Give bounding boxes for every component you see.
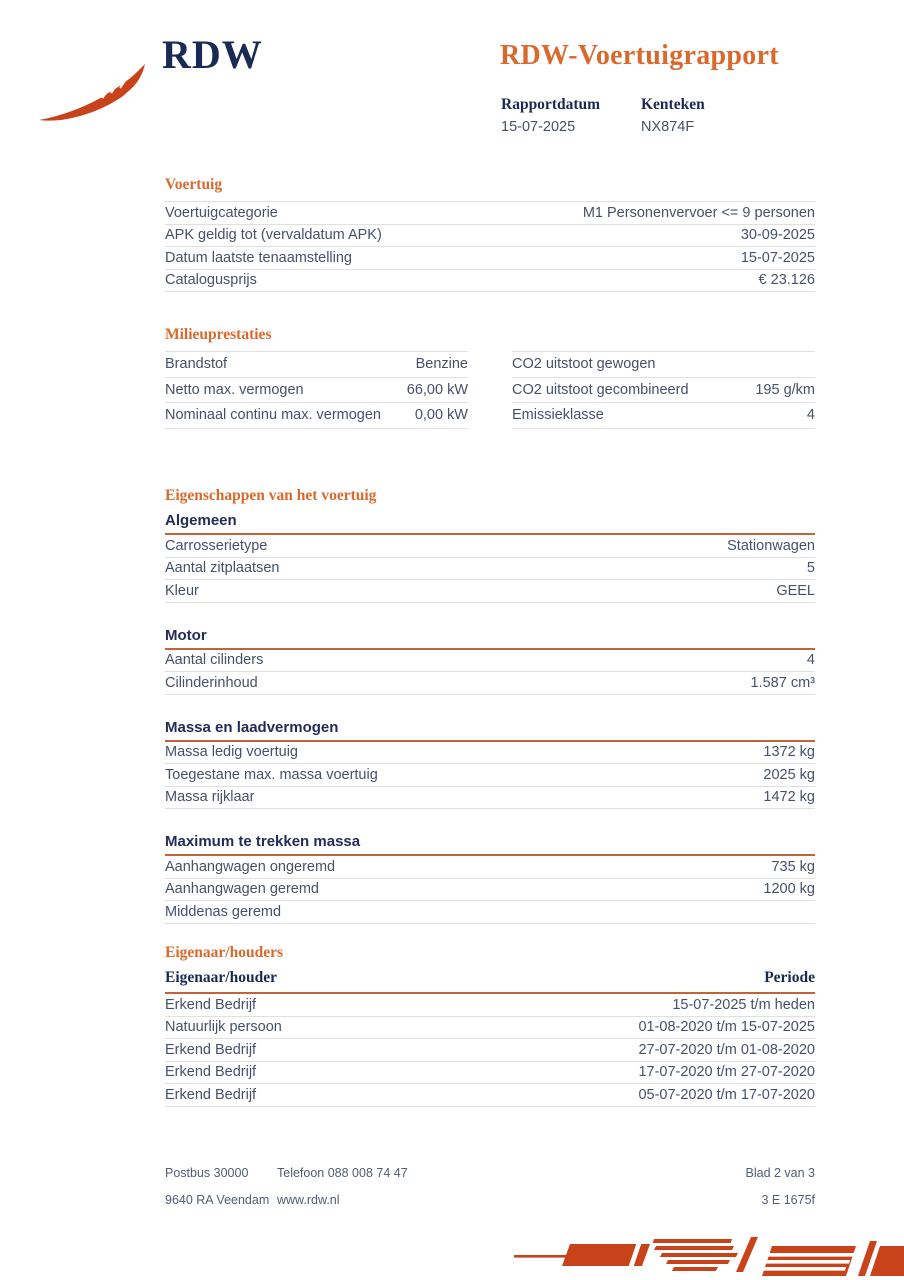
rapportdatum-value: 15-07-2025	[501, 119, 576, 135]
table-row	[165, 1062, 815, 1085]
row-label: Brandstof	[165, 356, 228, 372]
row-label: Aantal cilinders	[165, 652, 264, 668]
row-label: Middenas geremd	[165, 903, 282, 920]
kenteken-label: Kenteken	[641, 96, 705, 113]
owner-period: 27-07-2020 t/m 01-08-2020	[638, 1041, 815, 1058]
row-value: 15-07-2025	[740, 249, 815, 266]
rapportdatum-block	[501, 96, 641, 135]
row-label: Aanhangwagen geremd	[165, 881, 319, 897]
subsection-title: Algemeen	[165, 512, 815, 535]
massa-table	[165, 742, 815, 810]
subsection-maximum-trekken	[165, 833, 815, 924]
subsection-massa	[165, 719, 815, 810]
owner-column-header: Eigenaar/houder	[165, 969, 277, 986]
row-label: Nominaal continu max. vermogen	[165, 407, 381, 423]
section-title: Eigenschappen van het voertuig	[165, 487, 377, 504]
subsection-title: Massa en laadvermogen	[165, 719, 815, 742]
row-label: Catalogusprijs	[165, 272, 257, 288]
table-row	[165, 1084, 815, 1107]
table-row	[512, 403, 815, 429]
section-title: Voertuig	[165, 176, 223, 193]
row-label: Netto max. vermogen	[165, 381, 304, 398]
page-footer	[165, 1166, 815, 1220]
subsection-motor	[165, 627, 815, 695]
row-value: 1200 kg	[763, 881, 815, 897]
rdw-logo-text: RDW	[162, 32, 263, 77]
row-label: Carrosserietype	[165, 537, 268, 554]
row-label: CO2 uitstoot gecombineerd	[512, 381, 689, 398]
milieu-right-column	[512, 351, 815, 429]
motor-table	[165, 650, 815, 695]
owner-period: 15-07-2025 t/m heden	[672, 996, 815, 1013]
row-label: Toegestane max. massa voertuig	[165, 766, 378, 783]
kenteken-block	[641, 96, 781, 135]
report-meta	[501, 96, 781, 135]
table-row	[165, 994, 815, 1017]
row-value: € 23.126	[758, 272, 815, 288]
rapportdatum-label: Rapportdatum	[501, 96, 601, 113]
milieu-left-column	[165, 351, 468, 429]
footer-address-line1: Postbus 30000	[165, 1166, 249, 1180]
owner-name: Natuurlijk persoon	[165, 1019, 282, 1035]
row-label: Cilinderinhoud	[165, 674, 258, 691]
milieu-table	[165, 351, 815, 429]
table-row	[165, 1039, 815, 1062]
voertuig-table	[165, 201, 815, 292]
row-label: Massa ledig voertuig	[165, 744, 298, 760]
table-row	[165, 247, 815, 270]
row-value: 1472 kg	[763, 789, 815, 805]
footer-page-indicator: Blad 2 van 3	[745, 1166, 815, 1180]
row-value: 1372 kg	[763, 744, 815, 760]
row-value: Stationwagen	[727, 537, 815, 554]
row-label: Datum laatste tenaamstelling	[165, 249, 352, 266]
row-label: Massa rijklaar	[165, 789, 255, 805]
subsection-title: Maximum te trekken massa	[165, 833, 815, 856]
section-eigenschappen	[165, 487, 815, 924]
table-row	[165, 403, 468, 429]
table-row	[165, 650, 815, 673]
row-value: 735 kg	[771, 858, 815, 875]
row-value: 4	[806, 407, 815, 423]
trekken-table	[165, 856, 815, 924]
table-row	[165, 879, 815, 902]
table-row	[165, 535, 815, 558]
row-value: 4	[806, 652, 815, 668]
owner-table	[165, 994, 815, 1107]
table-row	[165, 202, 815, 225]
row-value: GEEL	[776, 582, 815, 599]
row-value: 5	[806, 560, 815, 576]
section-title: Eigenaar/houders	[165, 944, 283, 961]
row-value: 66,00 kW	[406, 381, 468, 398]
footer-row	[165, 1193, 815, 1207]
row-label: CO2 uitstoot gewogen	[512, 356, 656, 372]
table-row	[165, 742, 815, 765]
row-label: Aantal zitplaatsen	[165, 560, 280, 576]
table-row	[512, 352, 815, 378]
table-row	[165, 378, 468, 404]
algemeen-table	[165, 535, 815, 603]
speed-stripes-graphic	[504, 1232, 904, 1280]
row-label: Voertuigcategorie	[165, 204, 278, 221]
footer-address-line2: 9640 RA Veendam	[165, 1193, 270, 1207]
table-row	[165, 580, 815, 603]
table-row	[165, 558, 815, 581]
owner-name: Erkend Bedrijf	[165, 996, 257, 1013]
row-label: APK geldig tot (vervaldatum APK)	[165, 227, 382, 243]
row-value: Benzine	[415, 356, 468, 372]
kenteken-value: NX874F	[641, 119, 695, 135]
footer-phone: Telefoon 088 008 74 47	[277, 1166, 408, 1180]
owner-name: Erkend Bedrijf	[165, 1086, 257, 1103]
table-row	[165, 270, 815, 293]
footer-row	[165, 1166, 815, 1180]
subsection-algemeen	[165, 512, 815, 603]
table-row	[165, 352, 468, 378]
table-row	[165, 787, 815, 810]
row-value: 195 g/km	[755, 381, 815, 398]
periode-column-header: Periode	[764, 969, 815, 986]
table-row	[165, 764, 815, 787]
rdw-logo-swoosh-icon	[36, 58, 148, 128]
row-value: 2025 kg	[763, 766, 815, 783]
row-label: Aanhangwagen ongeremd	[165, 858, 336, 875]
section-milieuprestaties	[165, 326, 815, 429]
row-label: Emissieklasse	[512, 407, 604, 423]
owner-table-header	[165, 969, 815, 994]
footer-website-link[interactable]: www.rdw.nl	[277, 1193, 340, 1207]
row-label: Kleur	[165, 582, 199, 599]
document-title: RDW-Voertuigrapport	[500, 40, 779, 71]
table-row	[512, 378, 815, 404]
owner-name: Erkend Bedrijf	[165, 1064, 257, 1080]
section-title: Milieuprestaties	[165, 326, 272, 343]
owner-period: 17-07-2020 t/m 27-07-2020	[638, 1064, 815, 1080]
footer-document-code: 3 E 1675f	[761, 1193, 815, 1207]
subsection-title: Motor	[165, 627, 815, 650]
row-value: 0,00 kW	[414, 407, 468, 423]
table-row	[165, 672, 815, 695]
owner-name: Erkend Bedrijf	[165, 1041, 257, 1058]
owner-period: 01-08-2020 t/m 15-07-2025	[638, 1019, 815, 1035]
table-row	[165, 856, 815, 879]
section-voertuig	[165, 176, 815, 292]
owner-period: 05-07-2020 t/m 17-07-2020	[638, 1086, 815, 1103]
row-value: 1.587 cm³	[750, 674, 815, 691]
table-row	[165, 1017, 815, 1040]
table-row	[165, 225, 815, 248]
table-row	[165, 901, 815, 924]
row-value: M1 Personenvervoer <= 9 personen	[582, 204, 815, 221]
row-value: 30-09-2025	[740, 227, 815, 243]
section-eigenaar-houders	[165, 944, 815, 1107]
